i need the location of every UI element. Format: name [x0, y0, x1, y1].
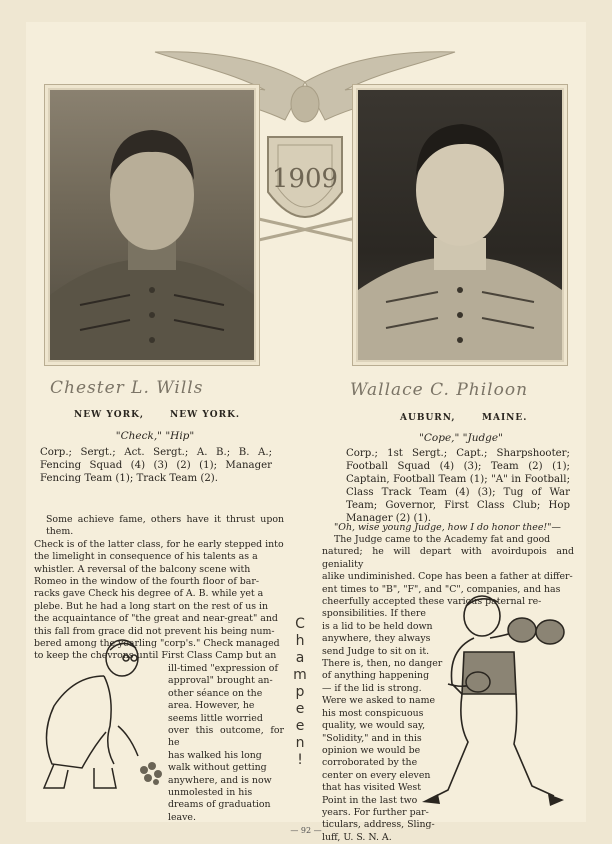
portrait-photo-left	[50, 90, 254, 360]
nicknames-right: "Cope," "Judge"	[419, 432, 503, 444]
bio-right: The Judge came to the Academy fat and good natured; he will depart with avoirdupois and geniality alike undiminished. Cope has been a father at differ- ent times to "B", "F", and "C", companies, and has cheerfully accepted these various paternal re- sponsibilities. If there is a lid to be held down anywhere, they always send Judge to sit on it. There is, then, no danger of anything happening — if the lid is strong. Were we asked to name his most conspicuous quality, we would say, "Solidity," and in this opinion we would be corroborated by the center on every eleven that has visited West Point in the last two years. For further par- ticulars, address, Sling- luff, U. S. N. A.	[322, 534, 574, 843]
home-state-left: NEW YORK.	[170, 410, 241, 420]
signature-right: Wallace C. Philoon	[350, 380, 529, 400]
record-left: Corp.; Sergt.; Act. Sergt.; A. B.; B. A.; Fencing Squad (4) (3) (2) (1); Manager Fencing Team (1); Track Team (2).	[40, 447, 272, 484]
vertical-caption-champeen: C h a m p e e n !	[293, 616, 307, 768]
cartoon-crouching-cadet	[34, 636, 166, 796]
portrait-frame-right	[352, 84, 568, 366]
home-city-right: AUBURN,	[400, 413, 456, 423]
nicknames-left: "Check," "Hip"	[115, 430, 195, 442]
bio-left: Some achieve fame, others have it thrust upon them. Check is of the latter class, for he early stepped into the limelight in consequence of his talents as a whistler. A reversal of the balcony scene with Romeo in the window of the fourth floor of bar- racks gave Check his degree of A. B. while yet a plebe. But he had a long start on the rest of us in the acquaintance of "the great and near-great" and this fall from grace did not prevent his being num- bered among the yearling "corp's." Check managed to keep the chevrons until First Class Camp but an ill-timed "expression of approval" brought an- other séance on the area. However, he seems little worried over this outcome, for he has walked his long walk without getting anywhere, and is now unmolested in his dreams of graduation leave.	[34, 514, 284, 823]
signature-left: Chester L. Wills	[50, 378, 204, 398]
record-right: Corp.; 1st Sergt.; Capt.; Sharpshooter; Football Squad (4) (3); Team (2) (1); Captain, Football Team (1); "A" in Football; Class Track Team (4) (3); Tug of War Team; Governor, First Class Club; Hop Manager (2) (1).	[346, 448, 570, 524]
page-number: — 92 —	[290, 826, 322, 835]
quote-right: "Oh, wise young Judge, how I do honor thee!"—	[334, 522, 561, 533]
home-state-right: MAINE.	[482, 413, 528, 423]
emblem-year: 1909	[271, 164, 339, 194]
cartoon-boxer	[418, 594, 568, 810]
portrait-photo-right	[358, 90, 562, 360]
portrait-frame-left	[44, 84, 260, 366]
home-city-left: NEW YORK,	[74, 410, 145, 420]
